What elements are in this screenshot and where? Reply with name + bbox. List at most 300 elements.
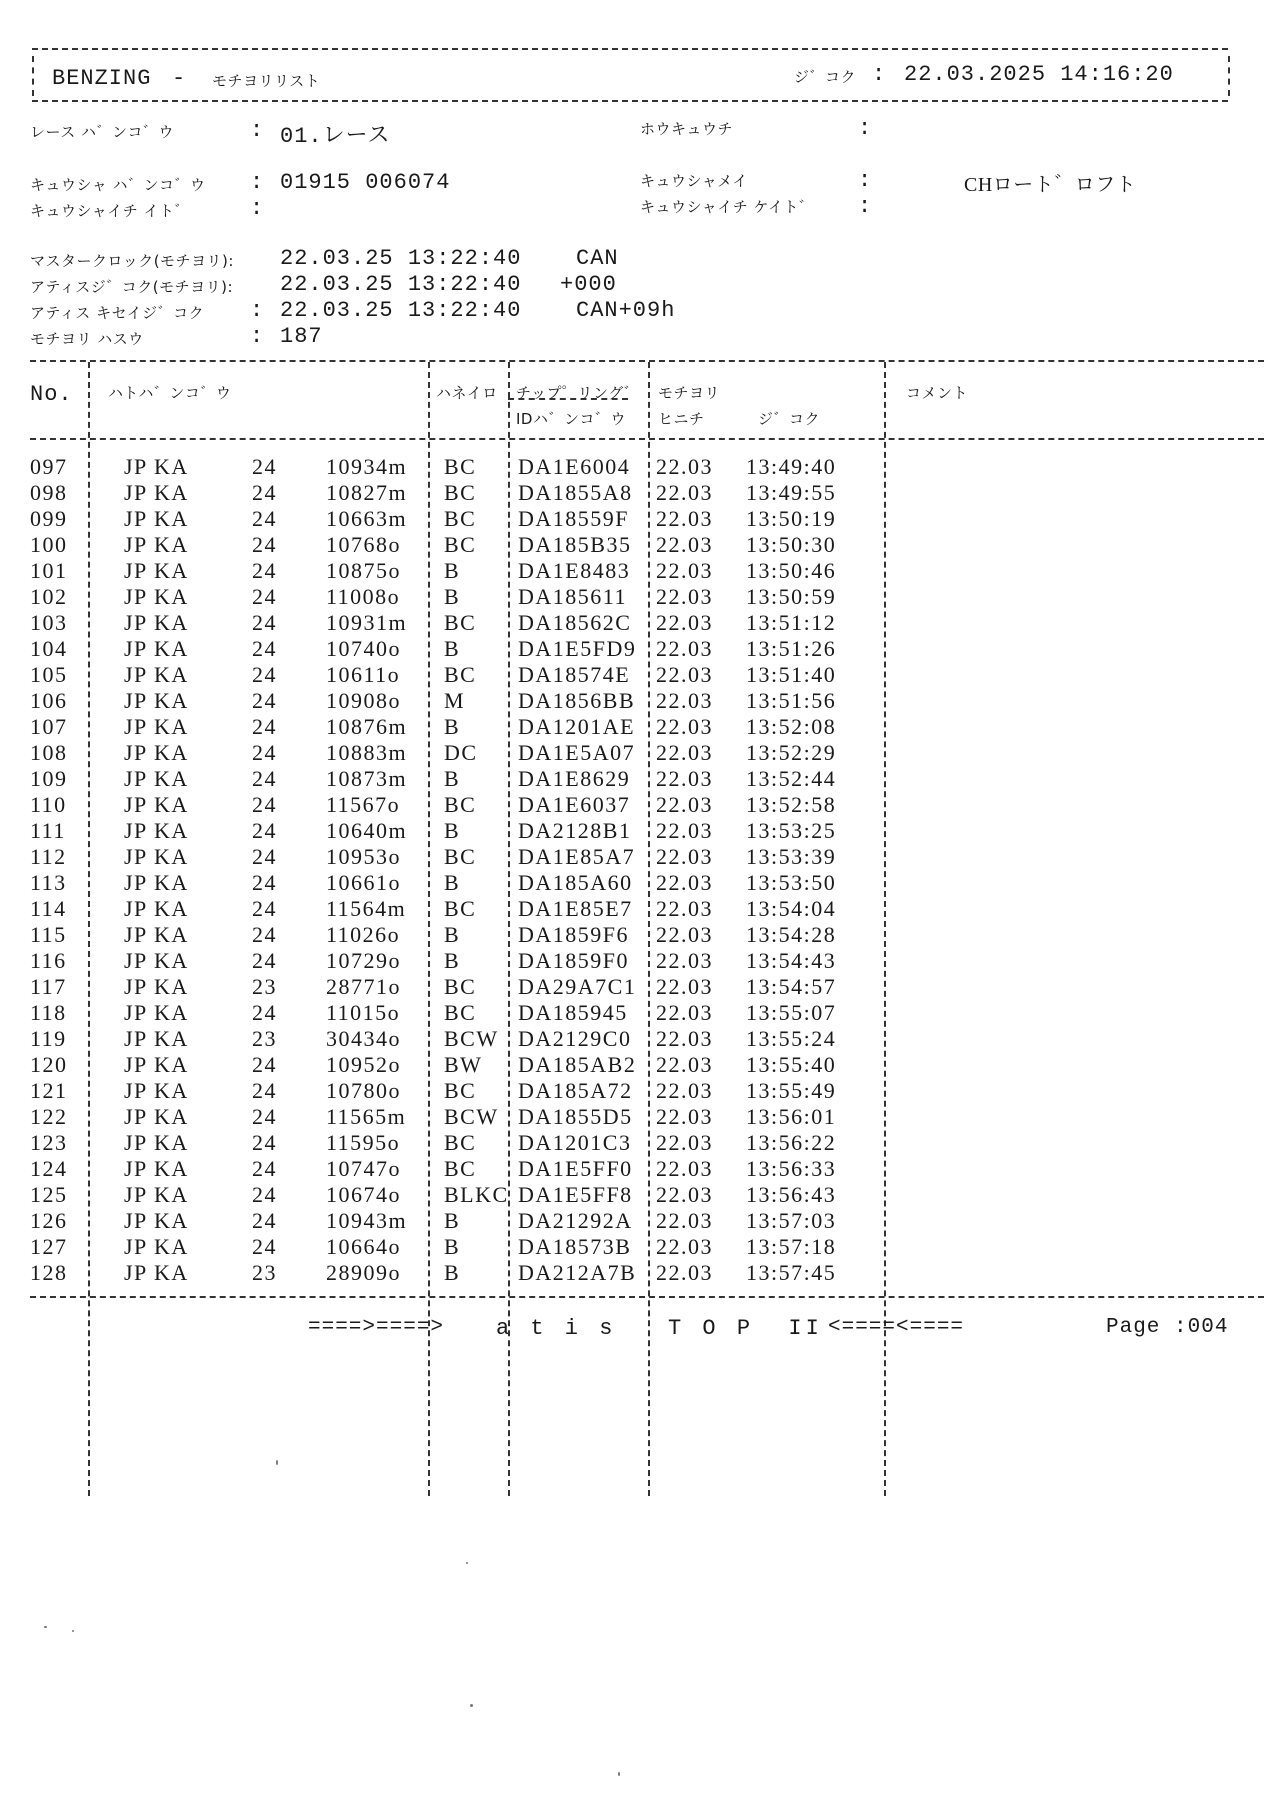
table-row [30,896,890,922]
ring-year: 24 [252,740,277,765]
table-row [30,714,890,740]
scan-speck [276,1460,278,1465]
feather-color: BC [444,792,477,817]
scan-speck [466,1562,468,1564]
basket-date: 22.03 [656,1000,713,1025]
table-row [30,766,890,792]
table-row [30,532,890,558]
atis-base-time-sep: : [250,298,265,323]
row-number: 124 [30,1156,68,1181]
basket-date: 22.03 [656,870,713,895]
row-number: 111 [30,818,66,843]
row-number: 114 [30,896,67,921]
basket-time: 13:51:12 [746,610,837,635]
row-number: 128 [30,1260,68,1285]
ring-number: 10931m [326,610,408,635]
table-row [30,974,890,1000]
basket-date: 22.03 [656,1234,713,1259]
ring-number: 28909o [326,1260,401,1285]
basket-date: 22.03 [656,1104,713,1129]
ring-number: 11564m [326,896,407,921]
ring-number: 10640m [326,818,408,843]
chip-id: DA1855A8 [518,480,633,505]
table-row [30,792,890,818]
basket-date: 22.03 [656,1026,713,1051]
ring-year: 24 [252,896,277,921]
basket-time: 13:54:57 [746,974,837,999]
basket-date: 22.03 [656,792,713,817]
direction-sep: : [858,116,873,141]
atis-base-time-suffix: CAN+09h [576,298,676,323]
feather-color: BCW [444,1026,499,1051]
ring-year: 24 [252,1130,277,1155]
basket-time: 13:52:44 [746,766,837,791]
race-value: 01.レース [280,124,391,149]
country-code: JP KA [124,974,189,999]
fancier-number-value: 01915 006074 [280,170,451,195]
table-row [30,636,890,662]
app-name: BENZING [52,66,152,91]
row-number: 110 [30,792,67,817]
basket-date: 22.03 [656,1078,713,1103]
feather-color: BC [444,506,477,531]
col-header-basket: モチヨリ [658,384,721,402]
table-row [30,948,890,974]
atis-clock-value: 22.03.25 13:22:40 [280,272,522,297]
row-number: 100 [30,532,68,557]
country-code: JP KA [124,818,189,843]
basket-time: 13:52:58 [746,792,837,817]
basket-time: 13:53:50 [746,870,837,895]
master-clock-value: 22.03.25 13:22:40 [280,246,522,271]
scan-speck [618,1772,620,1776]
scan-speck [470,1704,473,1707]
basket-date: 22.03 [656,948,713,973]
country-code: JP KA [124,610,189,635]
basket-time: 13:54:04 [746,896,837,921]
basket-time: 13:52:29 [746,740,837,765]
chip-id: DA1201AE [518,714,636,739]
country-code: JP KA [124,792,189,817]
chip-id: DA1E5FF0 [518,1156,633,1181]
atis-clock-suffix: +000 [560,272,617,297]
basket-time: 13:54:43 [746,948,837,973]
row-number: 125 [30,1182,68,1207]
chip-id: DA1E8629 [518,766,631,791]
ring-year: 23 [252,974,277,999]
ring-number: 10883m [326,740,408,765]
basket-time: 13:57:18 [746,1234,837,1259]
feather-color: B [444,870,461,895]
longitude-label: キュウシャイチ ケイト゛ [640,198,815,216]
country-code: JP KA [124,636,189,661]
table-row [30,1234,890,1260]
chip-id: DA18574E [518,662,631,687]
ring-year: 24 [252,532,277,557]
feather-color: BC [444,662,477,687]
race-sep: : [250,118,265,143]
basket-time: 13:55:07 [746,1000,837,1025]
country-code: JP KA [124,1052,189,1077]
chip-id: DA1859F0 [518,948,630,973]
fancier-number-sep: : [250,170,265,195]
chip-id: DA185AB2 [518,1052,637,1077]
country-code: JP KA [124,922,189,947]
title-dash: - [172,66,187,91]
country-code: JP KA [124,766,189,791]
row-number: 099 [30,506,68,531]
col-header-basket-date: ヒニチ [658,410,705,428]
chip-id: DA1E85A7 [518,844,636,869]
col-header-basket-time: ジ゛コク [758,410,821,428]
chip-id: DA1E6004 [518,454,631,479]
feather-color: BC [444,532,477,557]
footer-right-arrows: <====<==== [828,1316,965,1339]
basket-date: 22.03 [656,714,713,739]
table-row [30,1208,890,1234]
basket-time: 13:55:24 [746,1026,837,1051]
ring-year: 24 [252,480,277,505]
feather-color: BC [444,610,477,635]
chip-id: DA1201C3 [518,1130,632,1155]
ring-year: 24 [252,506,277,531]
header-right-rule [1228,56,1230,96]
chip-id: DA1E5A07 [518,740,636,765]
ring-number: 30434o [326,1026,401,1051]
row-number: 108 [30,740,68,765]
table-row [30,1078,890,1104]
direction-label: ホウキュウチ [640,120,734,138]
row-number: 107 [30,714,68,739]
country-code: JP KA [124,662,189,687]
basket-count-value: 187 [280,324,323,349]
chip-id: DA1859F6 [518,922,630,947]
feather-color: B [444,948,461,973]
chip-id: DA21292A [518,1208,633,1233]
basket-time: 13:54:28 [746,922,837,947]
table-row [30,818,890,844]
longitude-sep: : [858,194,873,219]
chip-id: DA212A7B [518,1260,637,1285]
chip-id: DA1E85E7 [518,896,633,921]
row-number: 101 [30,558,68,583]
header-left-rule [32,56,34,96]
basket-time: 13:56:33 [746,1156,837,1181]
feather-color: BC [444,1078,477,1103]
ring-number: 10768o [326,532,401,557]
country-code: JP KA [124,740,189,765]
page-number: Page :004 [1106,1316,1229,1339]
ring-number: 10663m [326,506,408,531]
ring-year: 24 [252,766,277,791]
table-header-bottom-rule [30,438,1264,440]
feather-color: BC [444,896,477,921]
row-number: 105 [30,662,68,687]
country-code: JP KA [124,506,189,531]
country-code: JP KA [124,1156,189,1181]
ring-year: 24 [252,1182,277,1207]
ring-year: 23 [252,1026,277,1051]
ring-number: 10934m [326,454,408,479]
ring-year: 24 [252,1234,277,1259]
feather-color: B [444,636,461,661]
ring-year: 24 [252,844,277,869]
latitude-sep: : [250,196,265,221]
basket-date: 22.03 [656,922,713,947]
ring-year: 24 [252,610,277,635]
ring-number: 10908o [326,688,401,713]
country-code: JP KA [124,1260,189,1285]
row-number: 112 [30,844,67,869]
table-row [30,454,890,480]
row-number: 120 [30,1052,68,1077]
chip-id: DA2128B1 [518,818,632,843]
table-row [30,1104,890,1130]
table-row [30,1182,890,1208]
feather-color: B [444,584,461,609]
ring-year: 24 [252,792,277,817]
basket-time: 13:57:03 [746,1208,837,1233]
basket-date: 22.03 [656,740,713,765]
ring-number: 11595o [326,1130,401,1155]
basket-date: 22.03 [656,480,713,505]
basket-date: 22.03 [656,532,713,557]
ring-number: 11026o [326,922,401,947]
chip-id: DA29A7C1 [518,974,637,999]
ring-year: 24 [252,922,277,947]
row-number: 119 [30,1026,67,1051]
country-code: JP KA [124,532,189,557]
col-header-color: ハネイロ [436,384,498,402]
country-code: JP KA [124,714,189,739]
latitude-label: キュウシャイチ イト゛ [30,202,190,220]
feather-color: BC [444,1000,477,1025]
chip-id: DA185B35 [518,532,632,557]
basket-time: 13:50:19 [746,506,837,531]
feather-color: B [444,1260,461,1285]
header-top-rule [32,48,1228,50]
chip-id: DA185A60 [518,870,633,895]
ring-number: 10729o [326,948,401,973]
row-number: 102 [30,584,68,609]
header-bottom-rule [32,100,1228,102]
ring-number: 10674o [326,1182,401,1207]
basket-date: 22.03 [656,662,713,687]
row-number: 097 [30,454,68,479]
row-number: 106 [30,688,68,713]
feather-color: B [444,558,461,583]
print-time-sep: : [872,62,887,87]
row-number: 117 [30,974,67,999]
chip-id: DA2129C0 [518,1026,632,1051]
country-code: JP KA [124,1234,189,1259]
basket-count-sep: : [250,324,265,349]
feather-color: BC [444,1130,477,1155]
ring-year: 24 [252,714,277,739]
basket-time: 13:55:40 [746,1052,837,1077]
footer-left-arrows: ====>====> [308,1316,445,1339]
col-header-no: No. [30,382,73,407]
basket-date: 22.03 [656,1156,713,1181]
ring-number: 10740o [326,636,401,661]
ring-year: 24 [252,688,277,713]
table-row [30,1000,890,1026]
basket-date: 22.03 [656,896,713,921]
table-row [30,662,890,688]
country-code: JP KA [124,1000,189,1025]
scan-speck [44,1626,47,1628]
row-number: 115 [30,922,67,947]
atis-base-time-value: 22.03.25 13:22:40 [280,298,522,323]
basket-date: 22.03 [656,610,713,635]
table-row [30,922,890,948]
basket-date: 22.03 [656,818,713,843]
ring-year: 24 [252,1078,277,1103]
country-code: JP KA [124,558,189,583]
basket-date: 22.03 [656,1052,713,1077]
table-row [30,1026,890,1052]
basket-time: 13:56:22 [746,1130,837,1155]
ring-year: 24 [252,1000,277,1025]
ring-year: 24 [252,454,277,479]
country-code: JP KA [124,1026,189,1051]
table-row [30,610,890,636]
feather-color: B [444,1234,461,1259]
basket-date: 22.03 [656,844,713,869]
chip-id: DA1E8483 [518,558,631,583]
basket-time: 13:49:40 [746,454,837,479]
feather-color: M [444,688,466,713]
ring-number: 10611o [326,662,401,687]
feather-color: B [444,766,461,791]
ring-number: 10661o [326,870,401,895]
chip-id: DA1855D5 [518,1104,633,1129]
ring-year: 24 [252,1104,277,1129]
row-number: 127 [30,1234,68,1259]
basket-date: 22.03 [656,1260,713,1285]
feather-color: B [444,922,461,947]
fancier-number-label: キュウシャ ハ゛ンコ゛ウ [30,176,206,194]
ring-year: 24 [252,1052,277,1077]
basket-time: 13:51:40 [746,662,837,687]
ring-number: 11008o [326,584,401,609]
table-row [30,688,890,714]
basket-date: 22.03 [656,454,713,479]
chip-id: DA1E6037 [518,792,631,817]
basket-time: 13:51:56 [746,688,837,713]
fancier-name-label: キュウシャメイ [640,172,748,190]
chip-id: DA18562C [518,610,632,635]
table-row [30,740,890,766]
ring-number: 10875o [326,558,401,583]
feather-color: BCW [444,1104,499,1129]
chip-id: DA18573B [518,1234,632,1259]
atis-clock-label: アティスジ゛コク(モチヨリ): [30,278,234,296]
basket-time: 13:50:30 [746,532,837,557]
fancier-name-sep: : [858,168,873,193]
ring-year: 24 [252,818,277,843]
ring-number: 10952o [326,1052,401,1077]
row-number: 104 [30,636,68,661]
basket-time: 13:51:26 [746,636,837,661]
basket-time: 13:49:55 [746,480,837,505]
master-clock-label: マスタークロック(モチヨリ): [30,252,234,270]
country-code: JP KA [124,454,189,479]
country-code: JP KA [124,844,189,869]
country-code: JP KA [124,896,189,921]
master-clock-suffix: CAN [576,246,619,271]
row-number: 126 [30,1208,68,1233]
table-row [30,584,890,610]
row-number: 113 [30,870,67,895]
race-label: レース ハ゛ンコ゛ウ [30,123,175,141]
feather-color: B [444,818,461,843]
basket-time: 13:55:49 [746,1078,837,1103]
basket-date: 22.03 [656,766,713,791]
basket-date: 22.03 [656,558,713,583]
basket-date: 22.03 [656,506,713,531]
col-header-ring: ハトハ゛ンコ゛ウ [108,384,232,402]
ring-number: 10873m [326,766,408,791]
feather-color: BC [444,480,477,505]
ring-number: 10953o [326,844,401,869]
table-row [30,506,890,532]
fancier-name-value: CHロート゛ロフト [964,174,1137,196]
ring-year: 24 [252,662,277,687]
ring-number: 10827m [326,480,408,505]
basket-date: 22.03 [656,1130,713,1155]
table-row [30,480,890,506]
row-number: 116 [30,948,67,973]
scan-speck [72,1630,74,1632]
row-number: 121 [30,1078,68,1103]
col-header-comment: コメント [906,384,969,402]
feather-color: BC [444,1156,477,1181]
country-code: JP KA [124,480,189,505]
ring-number: 10780o [326,1078,401,1103]
row-number: 123 [30,1130,68,1155]
ring-number: 10876m [326,714,408,739]
feather-color: DC [444,740,478,765]
basket-time: 13:53:25 [746,818,837,843]
basket-date: 22.03 [656,636,713,661]
basket-date: 22.03 [656,584,713,609]
basket-date: 22.03 [656,1208,713,1233]
country-code: JP KA [124,1182,189,1207]
basket-time: 13:56:01 [746,1104,837,1129]
table-row [30,1052,890,1078]
row-number: 103 [30,610,68,635]
print-time-value: 22.03.2025 14:16:20 [904,62,1174,87]
feather-color: BC [444,974,477,999]
row-number: 118 [30,1000,67,1025]
basket-date: 22.03 [656,974,713,999]
atis-base-time-label: アティス キセイジ゛コク [30,304,205,322]
table-top-rule [30,360,1264,362]
table-row [30,870,890,896]
basket-time: 13:57:45 [746,1260,837,1285]
ring-number: 11567o [326,792,401,817]
basket-time: 13:52:08 [746,714,837,739]
basket-date: 22.03 [656,688,713,713]
chip-id: DA1E5FD9 [518,636,637,661]
table-row [30,844,890,870]
ring-number: 28771o [326,974,401,999]
row-number: 122 [30,1104,68,1129]
country-code: JP KA [124,688,189,713]
basket-date: 22.03 [656,1182,713,1207]
country-code: JP KA [124,1130,189,1155]
